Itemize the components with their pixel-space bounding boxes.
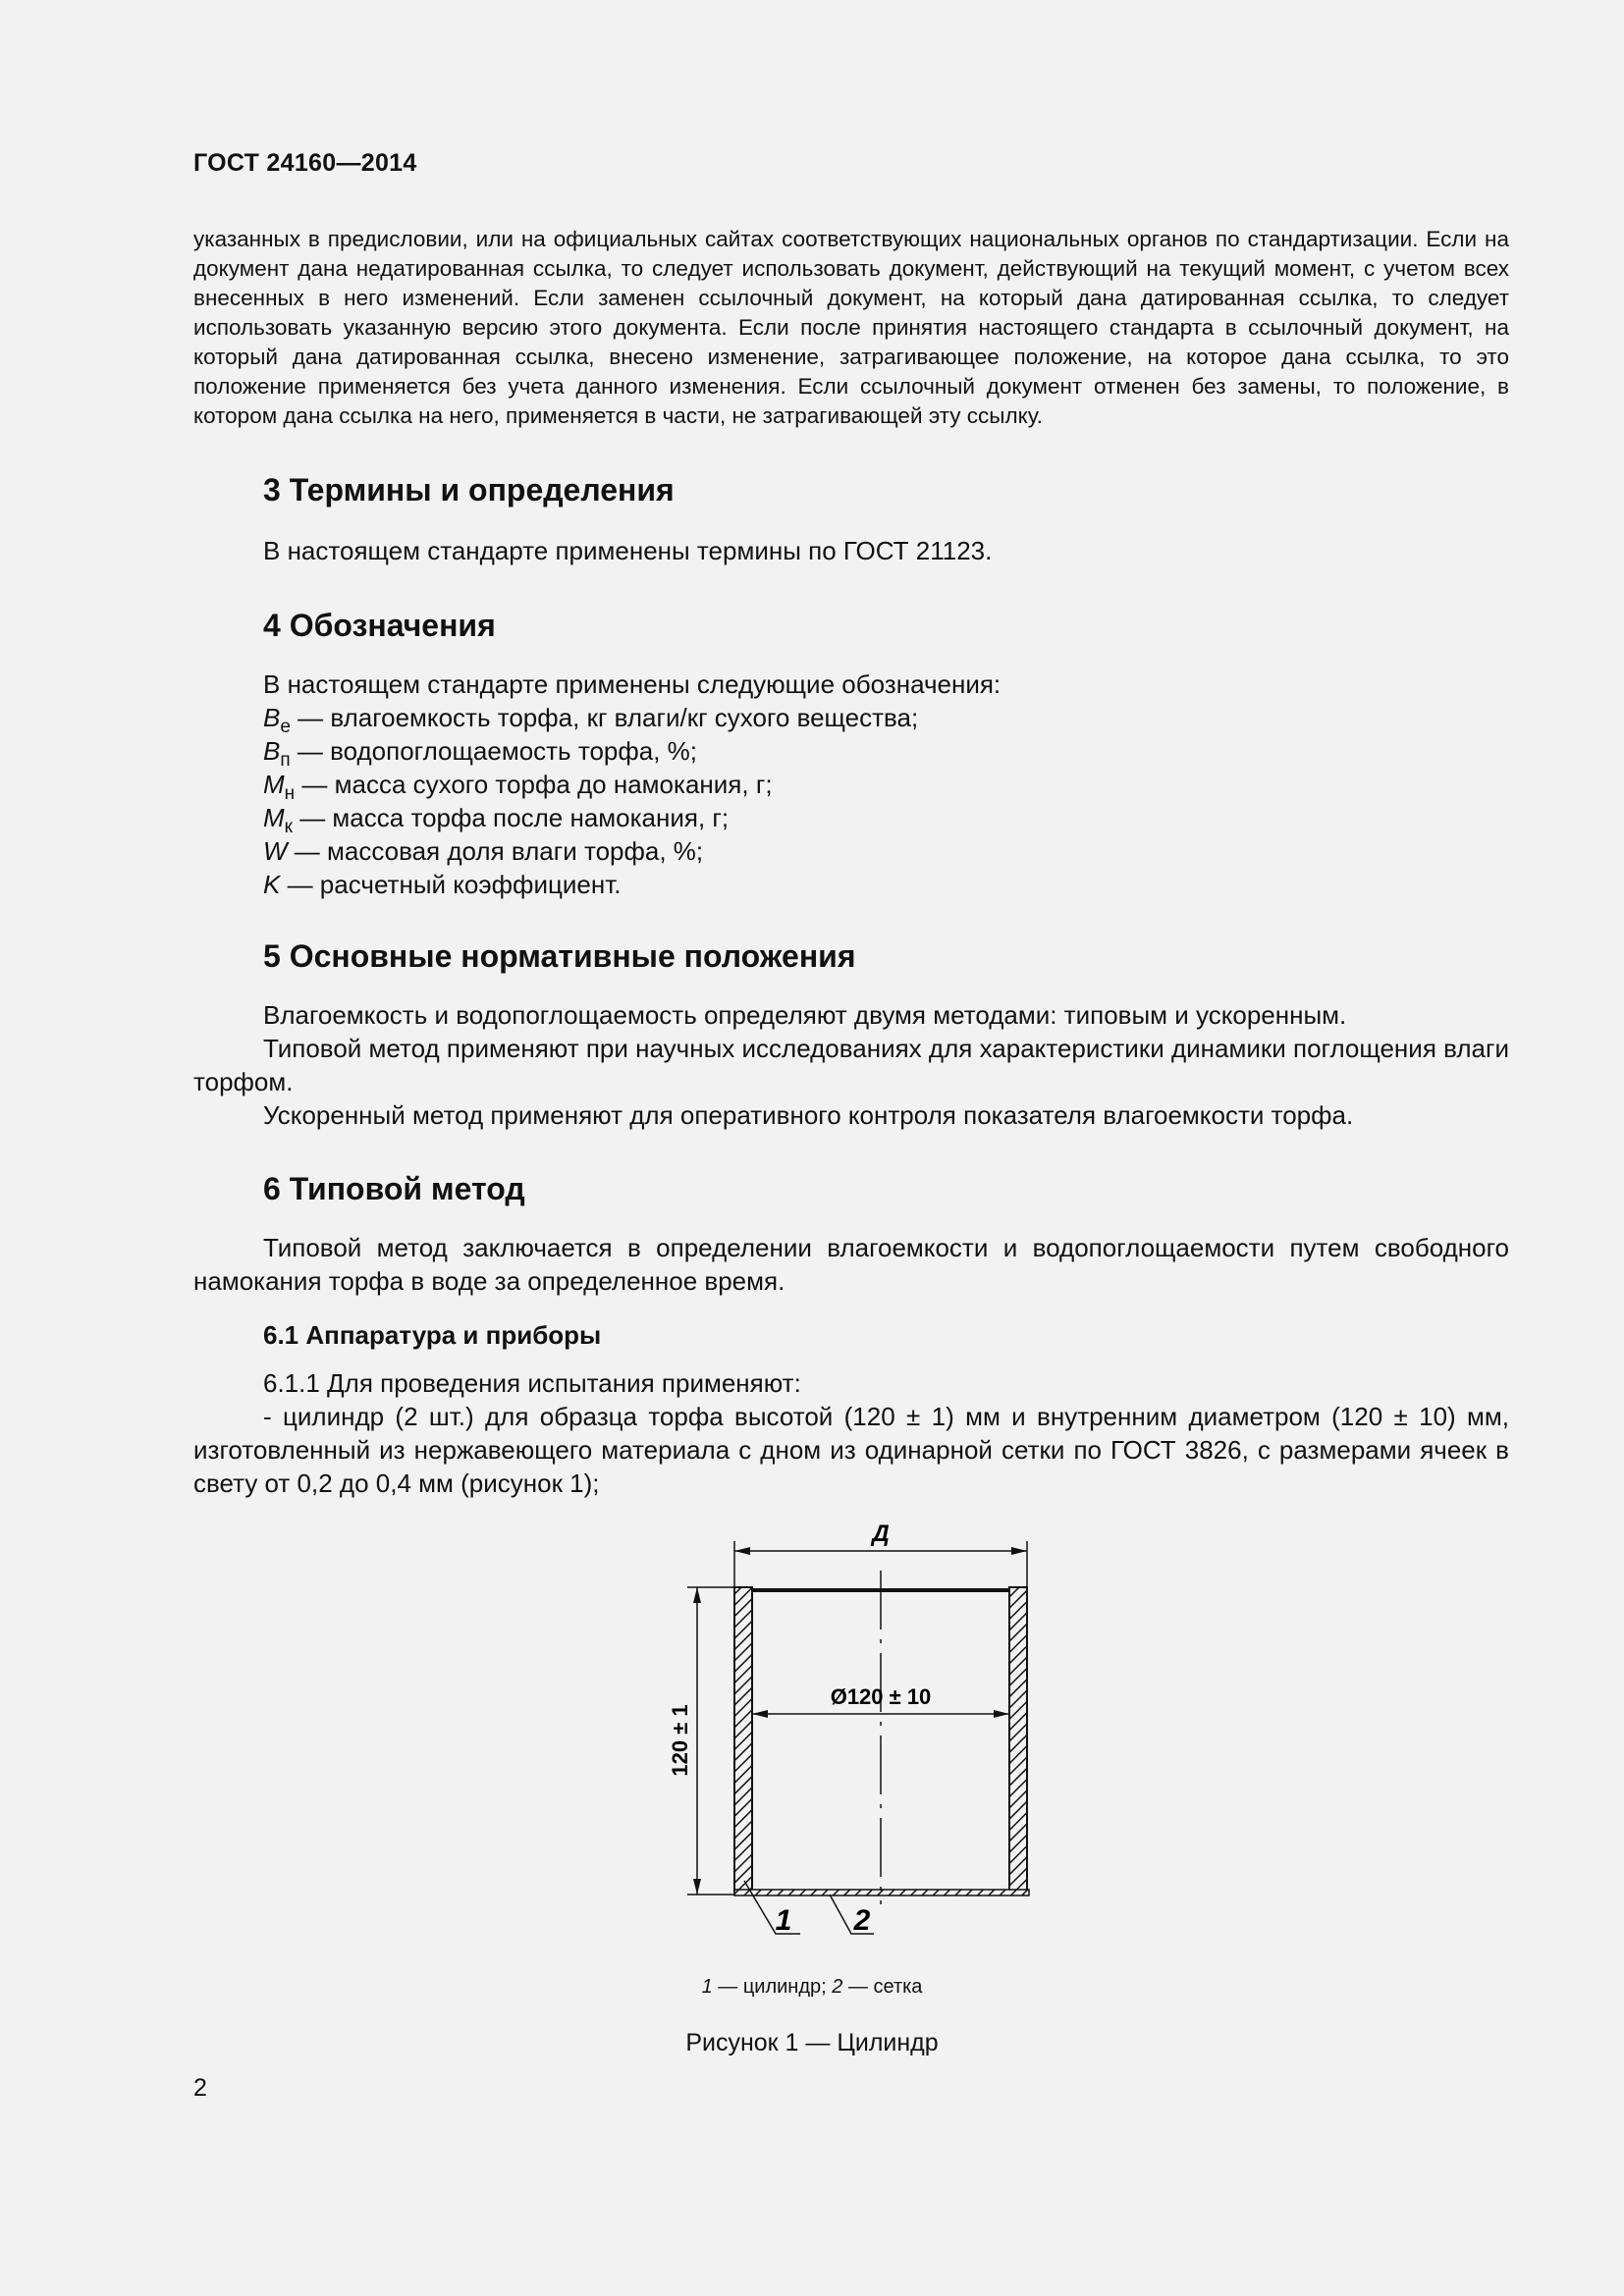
symbol-item: $B_п$ — водопоглощаемость торфа, %; xyxy=(263,736,698,771)
symbol-item: $B_е$ — влагоемкость торфа, кг влаги/кг сухого вещества; xyxy=(263,703,919,737)
symbol-item: K — расчетный коэффициент. xyxy=(263,870,622,899)
document-header: ГОСТ 24160—2014 xyxy=(193,149,417,177)
symbol-item: $M_к$ — масса торфа после намокания, г; xyxy=(263,803,730,837)
section-4-title: 4 Обозначения xyxy=(263,608,496,643)
mesh-bottom xyxy=(734,1890,1029,1896)
dim-label-top: Д xyxy=(872,1521,890,1547)
intro-paragraph xyxy=(193,225,1509,431)
section-4-lead: В настоящем стандарте применены следующие обозначения: xyxy=(263,669,1001,699)
dim-label-height: 120 ± 1 xyxy=(668,1704,692,1777)
section-5-title: 5 Основные нормативные положения xyxy=(263,938,856,974)
section-3-title: 3 Термины и определения xyxy=(263,472,675,507)
section-6-p2: 6.1.1 Для проведения испытания применяют: xyxy=(263,1368,801,1398)
section-5-body xyxy=(193,998,1509,1132)
symbol-item: $M_н$ — масса сухого торфа до намокания, г; xyxy=(263,770,773,804)
section-5-p2: Типовой метод применяют при научных исследованиях для характеристики динамики поглощения влаги торфом. xyxy=(193,1034,1509,1096)
dim-label-inner: Ø120 ± 10 xyxy=(830,1684,932,1709)
cylinder-wall-right xyxy=(1009,1587,1027,1892)
figure-caption: Рисунок 1 — Цилиндр xyxy=(685,2029,939,2056)
subsection-6-1-title: 6.1 Аппаратура и приборы xyxy=(263,1320,602,1350)
section-6-p1: Типовой метод заключается в определении влагоемкости и водопоглощаемости путем свободного намокания торфа в воде за определенное время. xyxy=(193,1233,1509,1296)
section-3-text: В настоящем стандарте применены термины по ГОСТ 21123. xyxy=(263,536,993,565)
section-6-body xyxy=(193,1231,1509,1298)
cylinder-figure xyxy=(638,1512,1090,2002)
section-4-body xyxy=(193,667,1509,901)
callout-1: 1 xyxy=(775,1904,792,1937)
section-6-p3: - цилиндр (2 шт.) для образца торфа высотой (120 ± 1) мм и внутренним диаметром (120 ± 10) мм, изготовленный из нержавеющего материала с дном из одинарной сетки по ГОСТ 3826, с размерами ячеек в свету от 0,2 до 0,4 мм (рисунок 1); xyxy=(193,1402,1509,1498)
figure-legend: 1 — цилиндр; 2 — сетка xyxy=(701,1976,923,1998)
section-6-title: 6 Типовой метод xyxy=(263,1171,525,1206)
intro-text: указанных в предисловии, или на официальных сайтах соответствующих национальных органов по стандартизации. Если на документ дана недатированная ссылка, то следует использовать документ, действующий на текущий момент, с учетом всех внесенных в него изменений. Если заменен ссылочный документ, на который дана датированная ссылка, то следует использовать указанную версию этого документа. Если после принятия настоящего стандарта в ссылочный документ, на который дана датированная ссылка, внесено изменение, затрагивающее положение, на которое дана ссылка, то это положение применяется без учета данного изменения. Если ссылочный документ отменен без замены, то положение, в котором дана ссылка на него, применяется в части, не затрагивающей эту ссылку. xyxy=(193,227,1509,428)
page-number: 2 xyxy=(193,2074,207,2102)
cylinder-wall-left xyxy=(734,1587,752,1892)
section-3-body xyxy=(193,534,1509,567)
symbol-item: W — массовая доля влаги торфа, %; xyxy=(263,836,704,866)
section-5-p3: Ускоренный метод применяют для оперативного контроля показателя влагоемкости торфа. xyxy=(263,1100,1354,1130)
section-5-p1: Влагоемкость и водопоглощаемость определяют двумя методами: типовым и ускоренным. xyxy=(263,1000,1347,1030)
subsection-6-1-body xyxy=(193,1366,1509,1500)
callout-2: 2 xyxy=(853,1904,871,1937)
